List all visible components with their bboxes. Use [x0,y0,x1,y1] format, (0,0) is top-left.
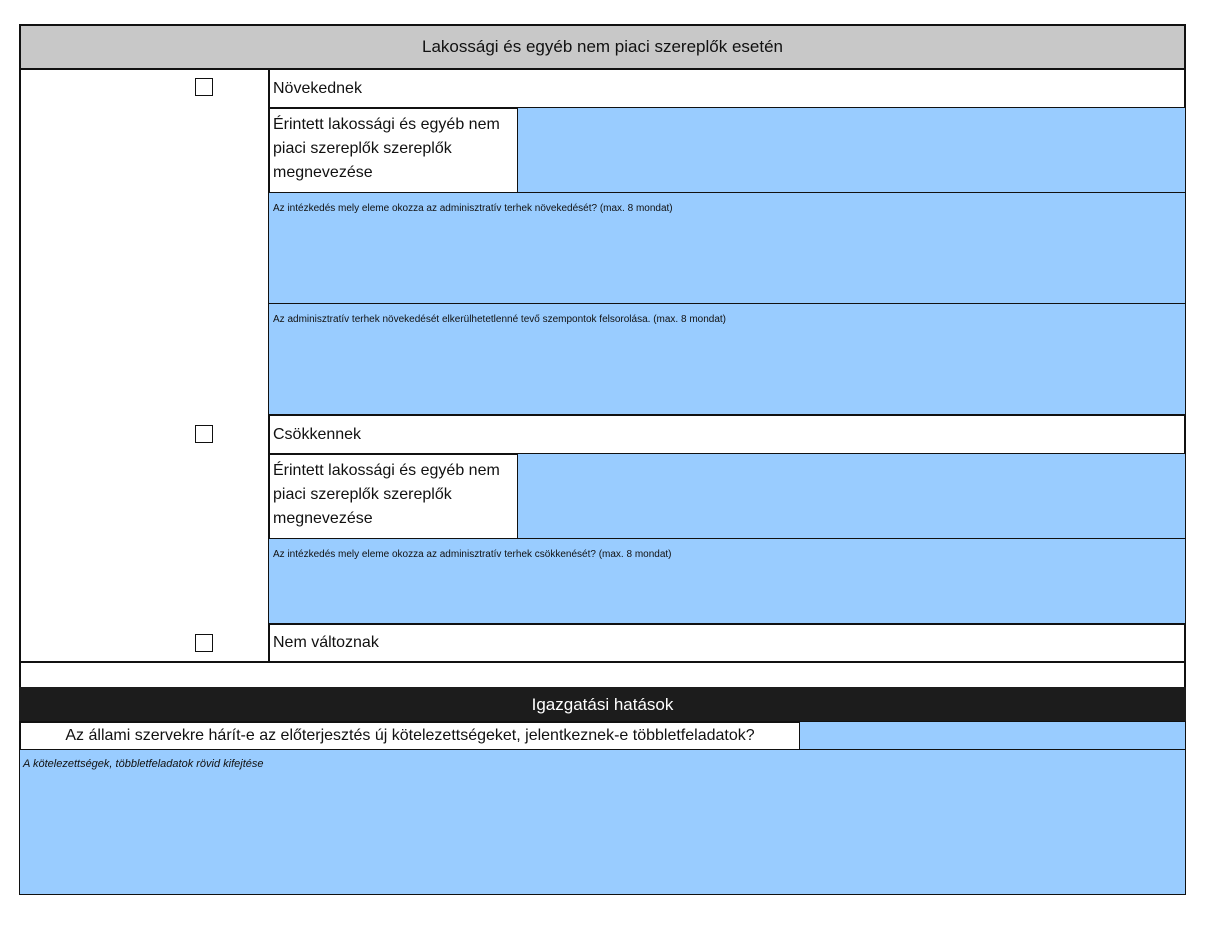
decrease-affected-field[interactable] [517,453,1186,540]
decrease-label: Csökkennek [273,425,362,443]
increase-checkbox[interactable] [195,78,213,96]
increase-affected-field[interactable] [517,107,1186,194]
decrease-checkbox[interactable] [195,425,213,443]
question-answer-field[interactable] [799,721,1186,751]
decrease-affected-label: Érintett lakossági és egyéb nem piaci szereplők szereplők megnevezése [273,462,500,527]
decrease-affected-label-cell [268,453,519,540]
increase-reasons-label: Az adminisztratív terhek növekedését elkerülhetetlenné tevő szempontok felsorolása. (max. 8 mondat) [273,314,727,325]
increase-affected-label: Érintett lakossági és egyéb nem piaci szereplők szereplők megnevezése [273,116,500,181]
decrease-cause-field[interactable] [268,538,1186,625]
section2-header [19,687,1186,723]
section2-title: Igazgatási hatások [531,695,674,714]
increase-label: Növekednek [273,79,362,97]
no-change-checkbox[interactable] [195,634,213,652]
spacer-row [19,661,1186,689]
section-header [19,24,1186,70]
decrease-row [268,414,1186,455]
increase-reasons-field[interactable] [268,303,1186,416]
no-change-row [268,623,1186,663]
increase-cause-label: Az intézkedés mely eleme okozza az adminisztratív terhek növekedését? (max. 8 mondat) [273,203,673,214]
section-title: Lakossági és egyéb nem piaci szereplők esetén [422,37,783,56]
question-cell [19,721,801,751]
question-text: Az állami szervekre hárít-e az előterjesztés új kötelezettségeket, jelentkeznek-e többletfeladatok? [65,727,755,744]
explanation-label: A kötelezettségek, többletfeladatok rövid kifejtése [23,758,264,770]
increase-row [268,68,1186,109]
increase-affected-label-cell [268,107,519,194]
explanation-field[interactable] [19,749,1186,895]
decrease-cause-label: Az intézkedés mely eleme okozza az adminisztratív terhek csökkenését? (max. 8 mondat) [273,549,672,560]
increase-cause-field[interactable] [268,192,1186,305]
no-change-label: Nem változnak [273,634,379,651]
